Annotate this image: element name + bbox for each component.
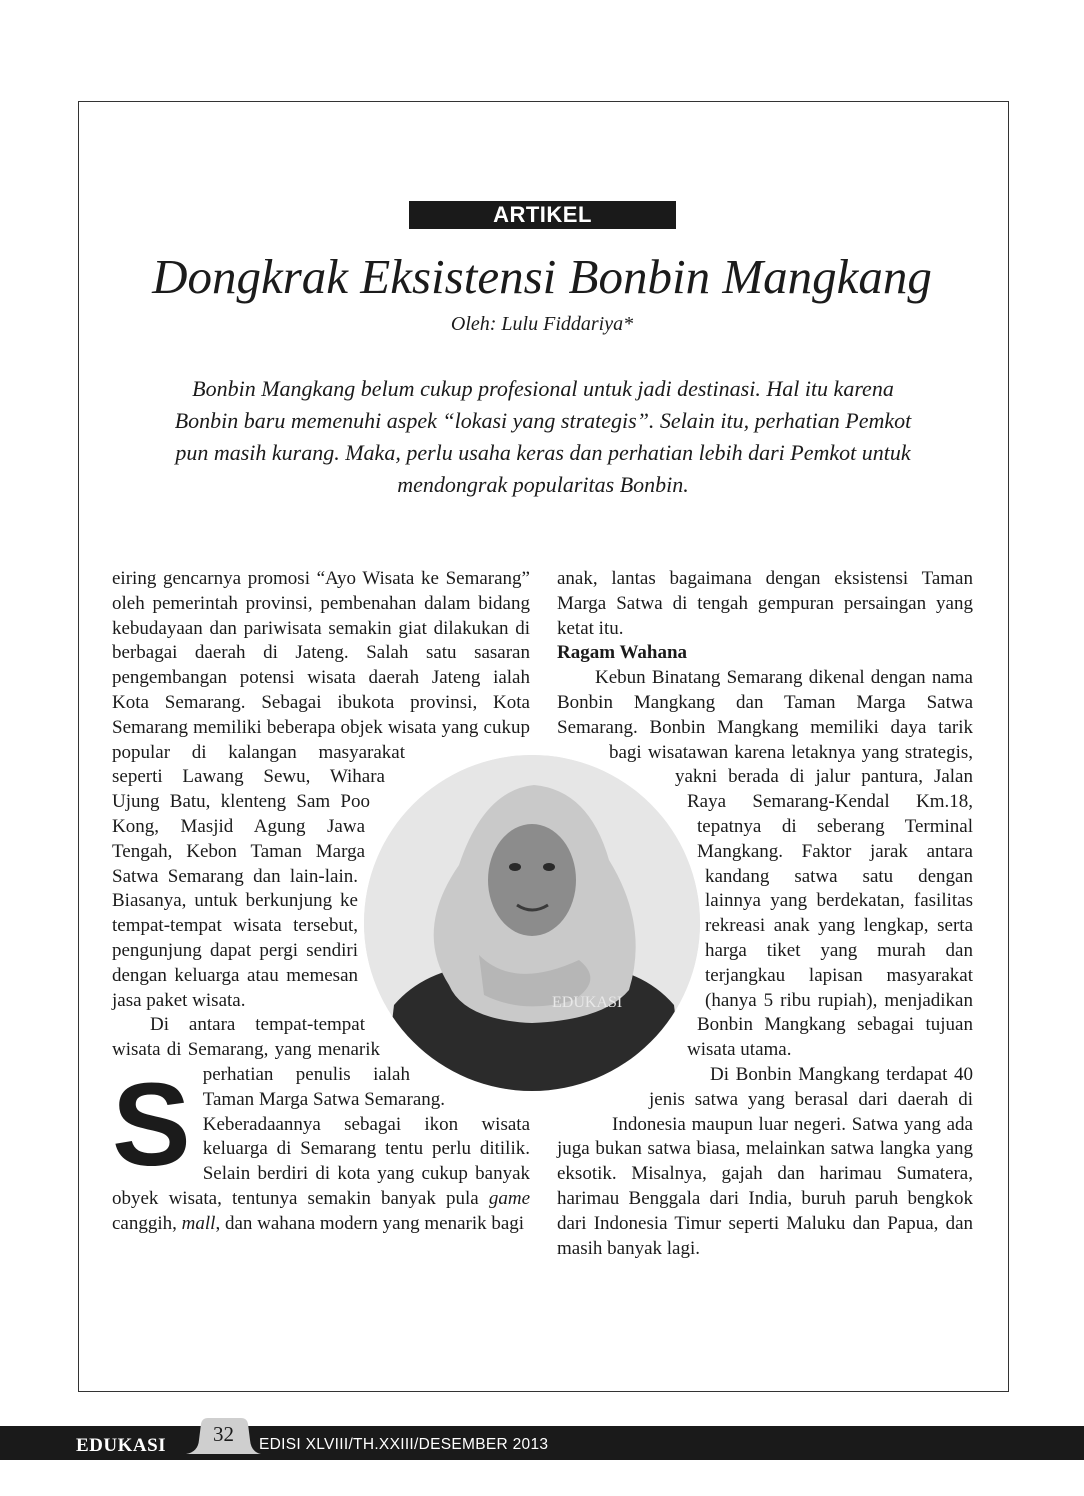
article-title: Dongkrak Eksistensi Bonbin Mangkang <box>152 249 932 304</box>
magazine-brand: EDUKASI <box>76 1435 167 1456</box>
paragraph-2: Di antara tempat-tempat wisata di Semarang, yang menarik perhatian penulis ialah Taman Marga Satwa Semarang. Keberadaannya sebagai ikon wisata keluarga di Semarang tentu perlu ditilik. Selain berdiri di kota yang cukup banyak obyek wisata, tentunya semakin banyak pula game canggih, mall, dan wahana modern yang menarik bagi <box>112 1014 530 1234</box>
paragraph-3: Kebun Binatang Semarang dikenal dengan nama Bonbin Mangkang dan Taman Marga Satwa Semarang. Bonbin Mangkang memiliki daya tarik bagi wisatawan karena letaknya yang strategis, yakni berada di jalur pantura, Jalan Raya Semarang-Kendal Km.18, tepatnya di seberang Terminal Mangkang. Faktor jarak antara kandang satwa satu dengan lainnya yang berdekatan, fasilitas rekreasi anak yang lengkap, serta harga tiket yang murah dan terjangkau lapisan masyarakat (hanya 5 ribu rupiah), menjadikan Bonbin Mangkang sebagai tujuan wisata utama. <box>557 667 973 1061</box>
edition-info: EDISI XLVIII/TH.XXIII/DESEMBER 2013 <box>259 1436 549 1453</box>
page-number: 32 <box>213 1422 234 1446</box>
byline: Oleh: Lulu Fiddariya* <box>450 313 634 335</box>
page-number-tab <box>186 1418 261 1454</box>
drop-cap: S <box>112 1059 191 1191</box>
author-portrait-illustration <box>364 755 700 1091</box>
section-label: ARTIKEL <box>409 201 676 229</box>
paragraph-2-continued: anak, lantas bagaimana dengan eksistensi Taman Marga Satwa di tengah gempuran persaingan yang ketat itu. <box>557 568 973 639</box>
shirt-logo: EDUKASI <box>552 994 623 1011</box>
author-photo <box>364 755 700 1091</box>
lead-paragraph: Bonbin Mangkang belum cukup profesional untuk jadi destinasi. Hal itu karena Bonbin baru memenuhi aspek “lokasi yang strategis”. Selain itu, perhatian Pemkot pun masih kurang. Maka, perlu usaha keras dan perhatian lebih dari Pemkot untuk mendongrak popularitas Bonbin. <box>174 376 912 497</box>
subheading: Ragam Wahana <box>557 642 688 664</box>
paragraph-1: eiring gencarnya promosi “Ayo Wisata ke Semarang” oleh pemerintah provinsi, pembenahan dalam bidang kebudayaan dan pariwisata semakin giat dilakukan di berbagai daerah di Jateng. Salah satu sasaran pengembangan potensi wisata daerah Jateng ialah Kota Semarang. Sebagai ibukota provinsi, Kota Semarang memiliki beberapa objek wisata yang cukup popular di kalangan masyarakat seperti Lawang Sewu, Wihara Ujung Batu, klenteng Sam Poo Kong, Masjid Agung Jawa Tengah, Kebon Taman Marga Satwa Semarang dan lain-lain. Biasanya, untuk berkunjung ke tempat-tempat wisata tersebut, pengunjung dapat pergi sendiri dengan keluarga atau memesan jasa paket wisata. <box>112 568 530 1011</box>
paragraph-4: Di Bonbin Mangkang terdapat 40 jenis satwa yang berasal dari daerah di Indonesia maupun luar negeri. Satwa yang ada juga bukan satwa biasa, melainkan satwa langka yang eksotik. Misalnya, gajah dan harimau Sumatera, harimau Benggala dari India, buruh paruh bengkok dari Indonesia Timur seperti Maluku dan Papua, dan masih banyak lagi. <box>557 1063 973 1259</box>
